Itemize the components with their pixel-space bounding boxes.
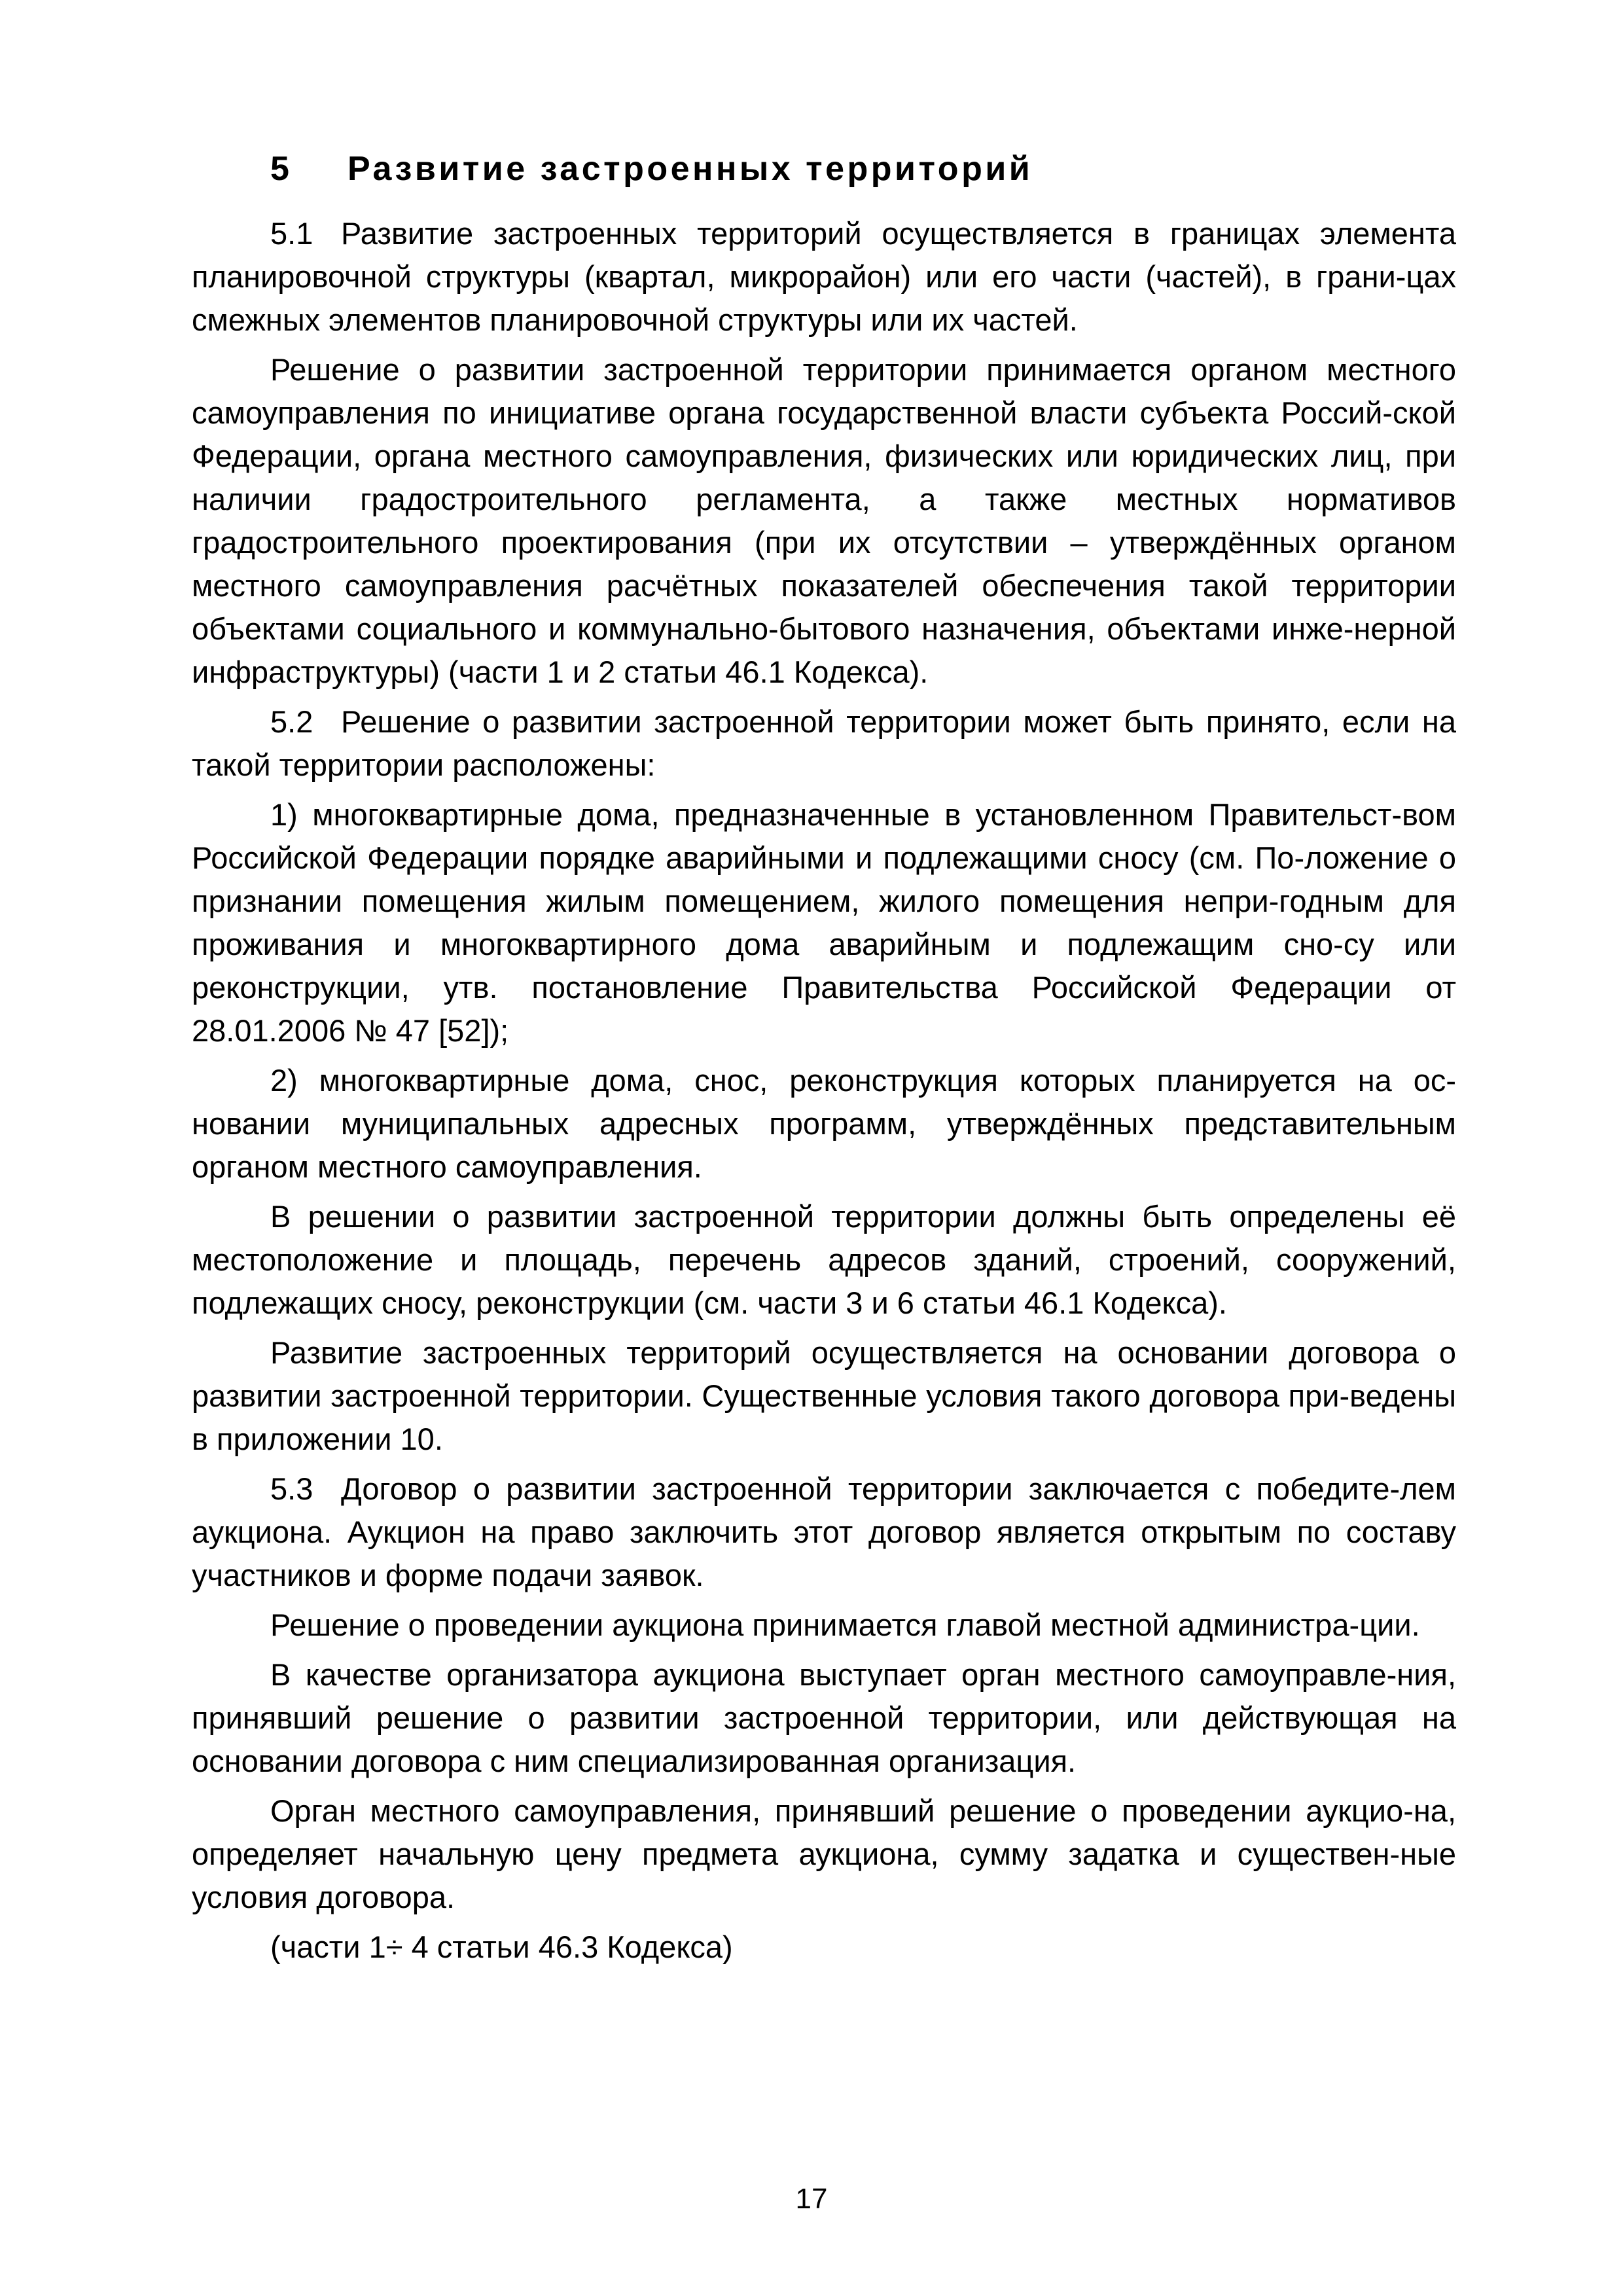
paragraph xyxy=(192,1789,1456,1919)
body-text xyxy=(192,212,1456,1975)
paragraph-text: Решение о проведении аукциона принимается главой местной администра-ции. xyxy=(270,1607,1420,1642)
paragraph-text: Развитие застроенных территорий осуществляется на основании договора о развитии застроенной территории. Существенные условия такого договора при-ведены в приложении 10. xyxy=(192,1335,1456,1456)
paragraph-text: В качестве организатора аукциона выступает орган местного самоуправле-ния, принявший решение о развитии застроенной территории, или действующая на основании договора с ним специализированная организация. xyxy=(192,1657,1456,1778)
section-heading xyxy=(270,149,1033,188)
section-title: Развитие застроенных территорий xyxy=(348,150,1033,188)
paragraph-text: Развитие застроенных территорий осуществляется в границах элемента планировочной структуры (квартал, микрорайон) или его части (частей), в грани-цах смежных элементов планировочной структуры или их частей. xyxy=(192,216,1456,337)
section-number: 5 xyxy=(270,150,293,188)
paragraph-text: Договор о развитии застроенной территории заключается с победите-лем аукциона. Аукцион на право заключить этот договор является открытым по составу участников и форме подачи заявок. xyxy=(192,1471,1456,1592)
paragraph-text: Орган местного самоуправления, принявший решение о проведении аукцио-на, определяет начальную цену предмета аукциона, сумму задатка и существен-ные условия договора. xyxy=(192,1793,1456,1914)
paragraph xyxy=(192,1604,1456,1647)
list-item-1 xyxy=(192,793,1456,1052)
paragraph-number: 5.2 xyxy=(270,704,313,739)
paragraph-text: В решении о развитии застроенной территории должны быть определены её местоположение и площадь, перечень адресов зданий, строений, сооружений, подлежащих сносу, реконструкции (см. части 3 и 6 статьи 46.1 Кодекса). xyxy=(192,1199,1456,1320)
page-number: 17 xyxy=(795,2183,828,2215)
paragraph xyxy=(192,1653,1456,1783)
paragraph-text: Решение о развитии застроенной территории может быть принято, если на такой территории расположены: xyxy=(192,704,1456,782)
paragraph xyxy=(192,1331,1456,1461)
paragraph-5-2 xyxy=(192,700,1456,787)
reference-note xyxy=(192,1926,1456,1969)
paragraph-5-3 xyxy=(192,1467,1456,1597)
paragraph xyxy=(192,348,1456,694)
paragraph-text: Решение о развитии застроенной территории принимается органом местного самоуправления по инициативе органа государственной власти субъекта Россий-ской Федерации, органа местного самоуправления, физических или юридических лиц, при наличии градостроительного регламента, а также местных нормативов градостроительного проектирования (при их отсутствии – утверждённых органом местного самоуправления расчётных показателей обеспечения такой территории объектами социального и коммунально-бытового назначения, объектами инже-нерной инфраструктуры) (части 1 и 2 статьи 46.1 Кодекса). xyxy=(192,352,1456,689)
paragraph-text: (части 1÷ 4 статьи 46.3 Кодекса) xyxy=(270,1929,733,1964)
paragraph-text: 2) многоквартирные дома, снос, реконструкция которых планируется на ос-новании муниципальных адресных программ, утверждённых представительным органом местного самоуправления. xyxy=(192,1063,1456,1184)
list-item-2 xyxy=(192,1059,1456,1189)
paragraph-text: 1) многоквартирные дома, предназначенные в установленном Правительст-вом Российской Федерации порядке аварийными и подлежащими сносу (см. По-ложение о признании помещения жилым помещением, жилого помещения непри-годным для проживания и многоквартирного дома аварийным и подлежащим сно-су или реконструкции, утв. постановление Правительства Российской Федерации от 28.01.2006 № 47 [52]); xyxy=(192,797,1456,1048)
paragraph xyxy=(192,1195,1456,1325)
paragraph-number: 5.3 xyxy=(270,1471,313,1506)
paragraph-5-1 xyxy=(192,212,1456,342)
paragraph-number: 5.1 xyxy=(270,216,313,251)
